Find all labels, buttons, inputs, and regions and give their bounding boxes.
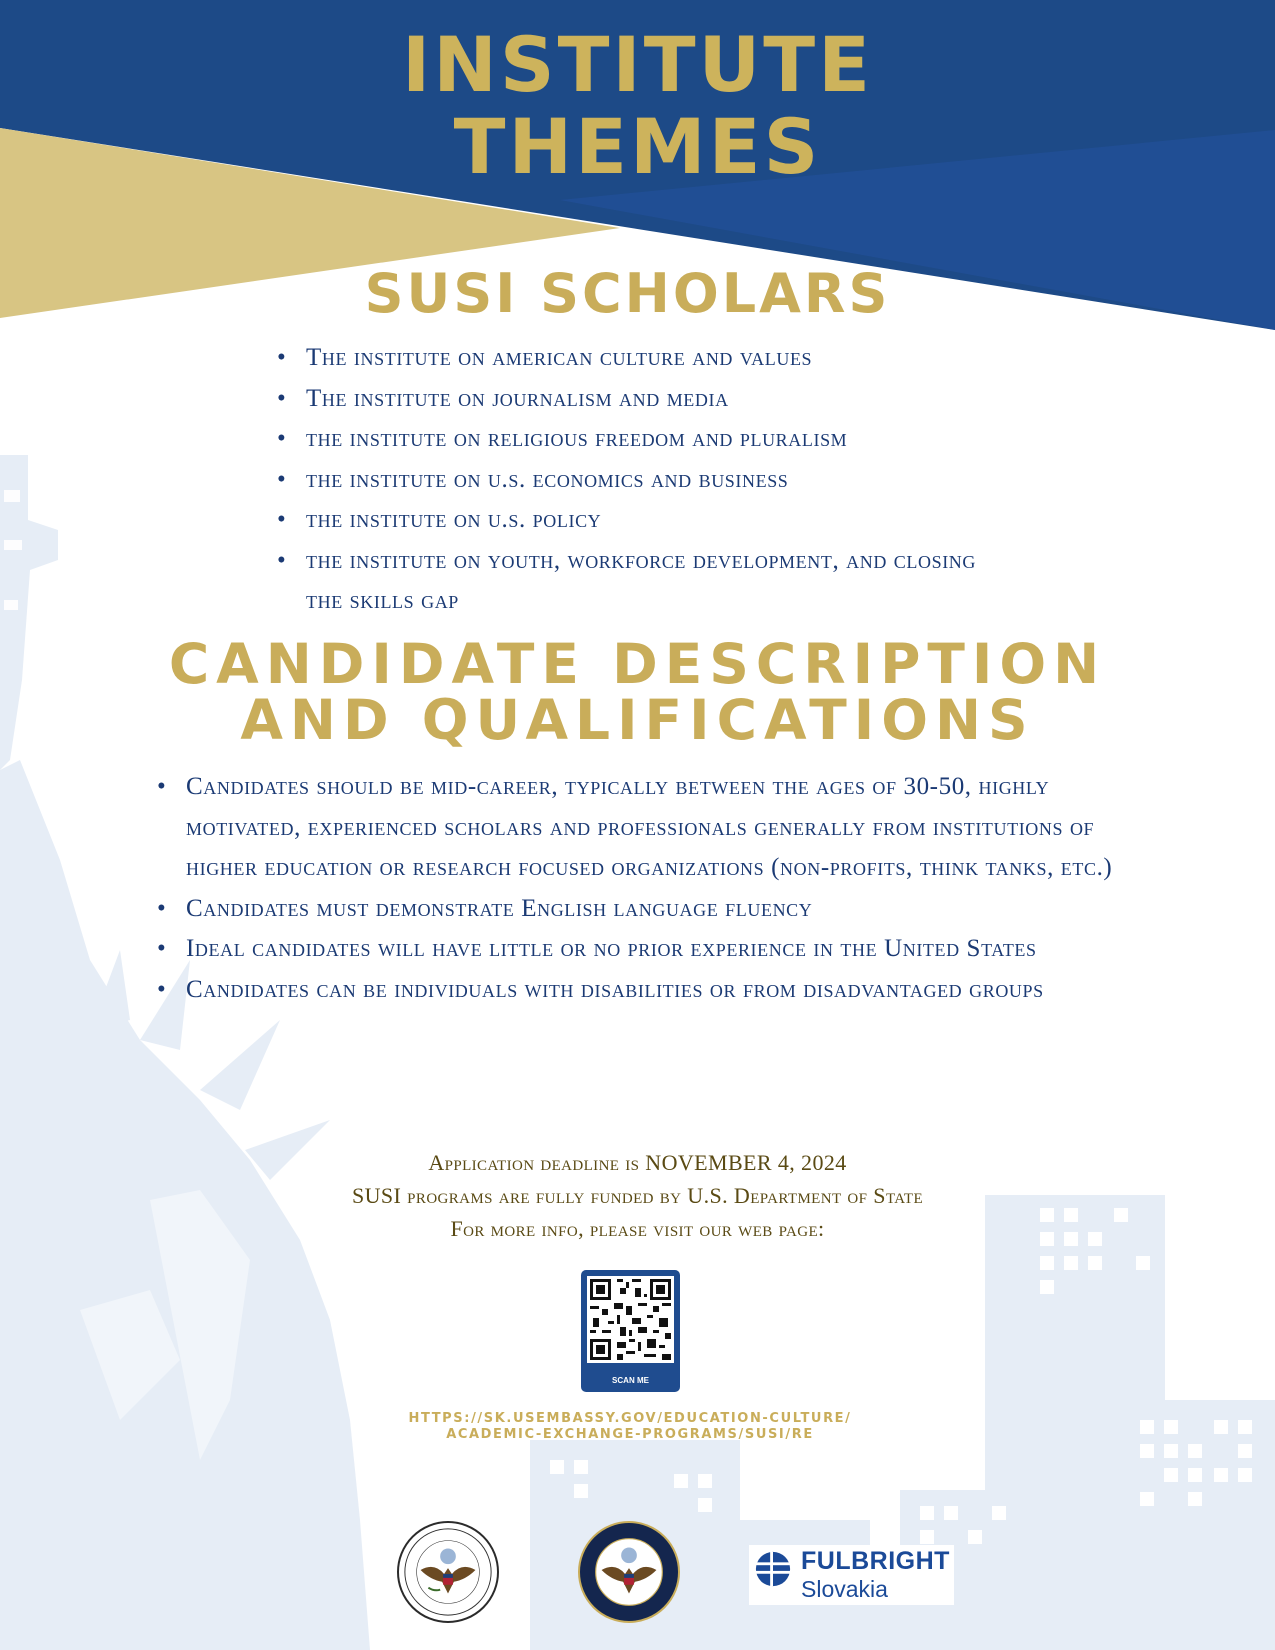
title-line-2: THEMES bbox=[453, 102, 822, 191]
title-line-1: INSTITUTE bbox=[401, 20, 874, 109]
funding-text: SUSI programs are fully funded by U.S. Department of State bbox=[351, 1183, 924, 1208]
qr-label: SCAN ME bbox=[612, 1376, 649, 1385]
candidate-heading bbox=[10, 632, 1265, 752]
candidate-heading-line-1: CANDIDATE DESCRIPTION bbox=[168, 632, 1107, 696]
list-item: • The institute on journalism and media bbox=[306, 379, 1006, 420]
url-line-2: ACADEMIC-EXCHANGE-PROGRAMS/SUSI/RE bbox=[446, 1427, 814, 1442]
eagle-icon bbox=[399, 1523, 497, 1621]
list-item: • Candidates can be individuals with disabilities or from disadvantaged groups bbox=[186, 970, 1136, 1011]
qr-code[interactable] bbox=[581, 1270, 680, 1392]
list-item: • Candidates should be mid-career, typically between the ages of 30-50, highly motivated, experienced scholars and professionals generally from institutions of higher education or research focused organizations (non-profits, think tanks, etc.) bbox=[186, 767, 1136, 889]
fulbright-wordmark: FULBRIGHT bbox=[801, 1547, 950, 1575]
deadline-text: Application deadline is NOVEMBER 4, 2024 bbox=[428, 1150, 847, 1175]
institute-themes-list bbox=[306, 338, 1006, 622]
more-info-text: For more info, please visit our web page: bbox=[450, 1216, 825, 1241]
list-item: • Ideal candidates will have little or no prior experience in the United States bbox=[186, 929, 1136, 970]
embassy-seal-logo bbox=[397, 1521, 499, 1623]
fulbright-subtitle: Slovakia bbox=[801, 1576, 888, 1602]
fulbright-slovakia-logo bbox=[749, 1545, 954, 1605]
eagle-icon bbox=[580, 1523, 678, 1621]
department-of-state-seal-logo bbox=[578, 1521, 680, 1623]
candidate-heading-line-2: AND QUALIFICATIONS bbox=[240, 688, 1035, 752]
qualifications-list bbox=[186, 767, 1136, 1010]
susi-scholars-heading: SUSI SCHOLARS bbox=[364, 262, 891, 325]
list-item: • the institute on u.s. policy bbox=[306, 500, 1006, 541]
list-item: • the institute on religious freedom and pluralism bbox=[306, 419, 1006, 460]
list-item: • the institute on u.s. economics and business bbox=[306, 460, 1006, 501]
list-item: • The institute on american culture and values bbox=[306, 338, 1006, 379]
web-page-link[interactable] bbox=[0, 1411, 1260, 1443]
list-item: • the institute on youth, workforce development, and closing the skills gap bbox=[306, 541, 1006, 622]
globe-icon bbox=[754, 1550, 792, 1588]
qr-code-icon bbox=[587, 1276, 674, 1363]
url-line-1: HTTPS://SK.USEMBASSY.GOV/EDUCATION-CULTURE/ bbox=[408, 1411, 852, 1426]
page-title bbox=[0, 20, 1275, 191]
list-item: • Candidates must demonstrate English language fluency bbox=[186, 889, 1136, 930]
